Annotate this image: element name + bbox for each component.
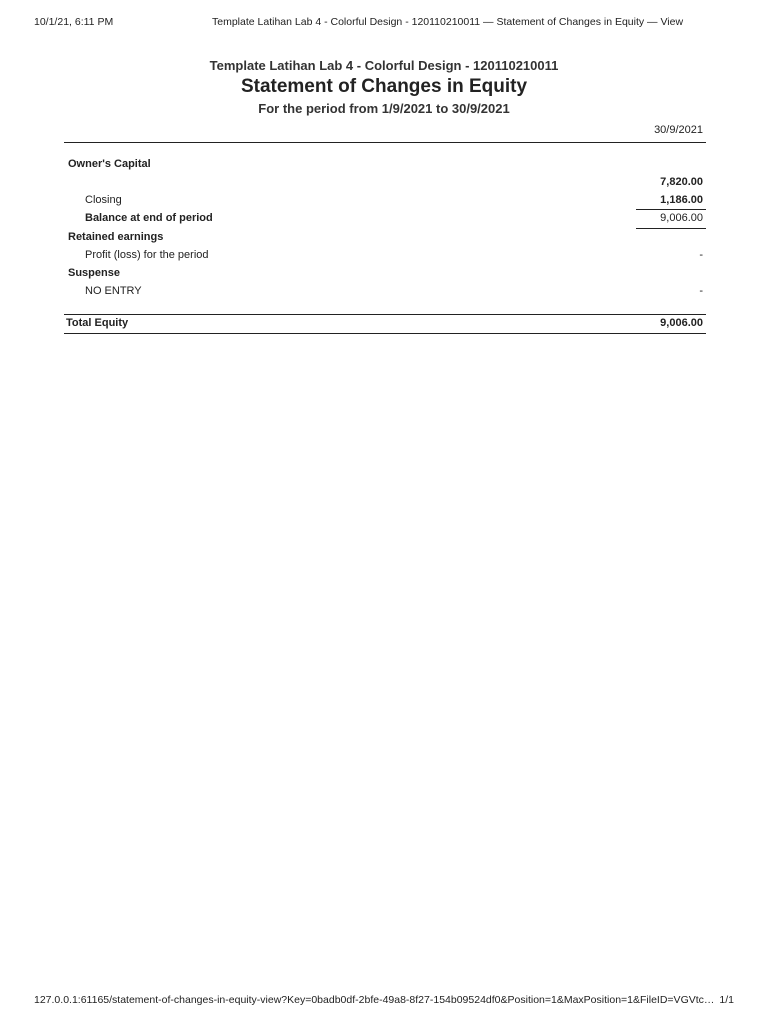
no-entry-row bbox=[64, 283, 706, 299]
company-name: Template Latihan Lab 4 - Colorful Design - 120110210011 bbox=[209, 58, 559, 73]
print-datetime: 10/1/21, 6:11 PM bbox=[34, 16, 114, 28]
closing-row bbox=[64, 192, 706, 208]
no-entry-amount: - bbox=[699, 285, 703, 297]
print-header bbox=[34, 16, 734, 30]
column-date-header: 30/9/2021 bbox=[654, 124, 703, 136]
print-document-title: Template Latihan Lab 4 - Colorful Design - 120110210011 — Statement of Changes in Equity — View bbox=[212, 16, 684, 28]
page-indicator: 1/1 bbox=[719, 994, 734, 1006]
section-heading-retained-earnings bbox=[64, 229, 706, 245]
print-footer bbox=[34, 994, 734, 1008]
closing-label: Closing bbox=[85, 194, 122, 206]
profit-loss-amount: - bbox=[699, 249, 703, 261]
no-entry-label: NO ENTRY bbox=[85, 285, 142, 297]
retained-earnings-heading: Retained earnings bbox=[68, 231, 164, 243]
closing-amount: 1,186.00 bbox=[660, 194, 703, 206]
print-url: 127.0.0.1:61165/statement-of-changes-in-equity-view?Key=0badb0df-2bfe-49a8-8f27-154b09524df0&Position=1&MaxPosition=1&FileID=VGVtc… bbox=[34, 994, 715, 1006]
balance-end-label: Balance at end of period bbox=[85, 212, 213, 224]
report-heading bbox=[0, 58, 768, 117]
total-equity-row bbox=[64, 315, 706, 331]
section-heading-owners-capital bbox=[64, 156, 706, 172]
section-heading-suspense bbox=[64, 265, 706, 281]
header-divider bbox=[64, 142, 706, 143]
suspense-heading: Suspense bbox=[68, 267, 120, 279]
balance-end-row bbox=[64, 210, 706, 226]
balance-end-amount: 9,006.00 bbox=[660, 212, 703, 224]
profit-loss-row bbox=[64, 247, 706, 263]
owners-capital-heading: Owner's Capital bbox=[68, 158, 151, 170]
total-equity-label: Total Equity bbox=[66, 317, 129, 329]
owners-capital-opening-amount: 7,820.00 bbox=[660, 176, 703, 188]
total-rule-bottom bbox=[64, 333, 706, 334]
profit-loss-label: Profit (loss) for the period bbox=[85, 249, 209, 261]
owners-capital-opening-row bbox=[64, 174, 706, 190]
total-equity-amount: 9,006.00 bbox=[660, 317, 703, 329]
report-title: Statement of Changes in Equity bbox=[240, 76, 528, 97]
report-period: For the period from 1/9/2021 to 30/9/2021 bbox=[258, 101, 510, 116]
